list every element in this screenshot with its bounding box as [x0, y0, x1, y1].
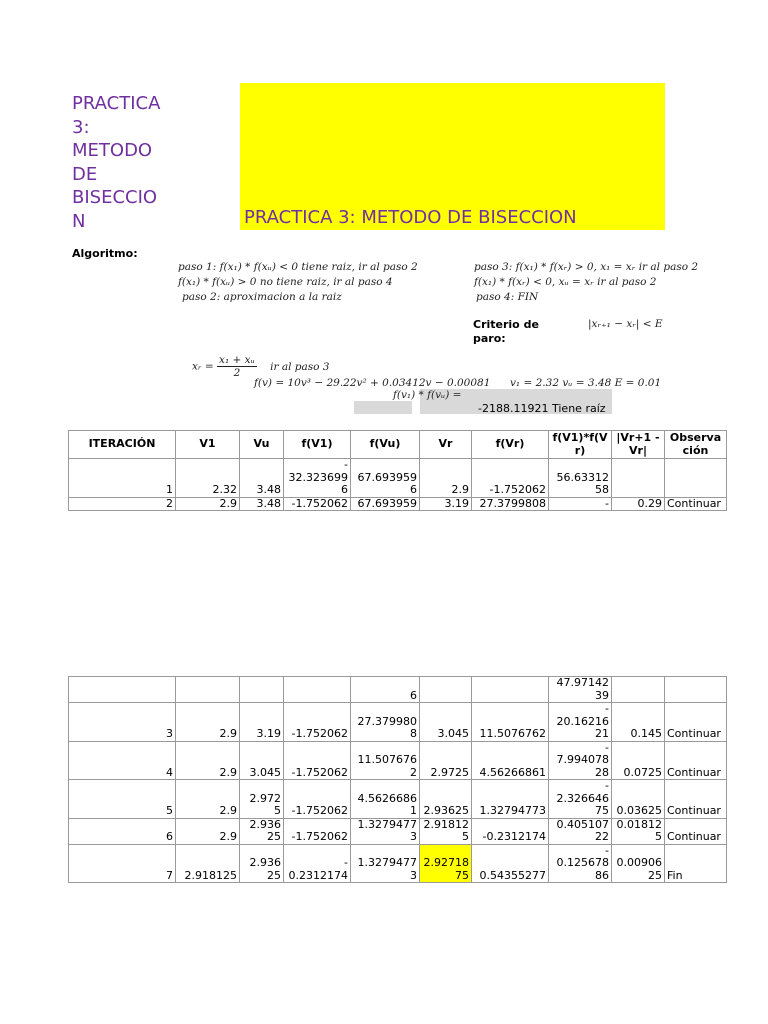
table-cell: 3.045 — [240, 741, 284, 780]
table-cell — [176, 677, 240, 703]
column-header: f(Vr) — [472, 431, 549, 459]
stop-criterion-label — [473, 318, 548, 346]
table-cell: 2.936 25 — [240, 844, 284, 883]
table-row — [69, 459, 727, 498]
table-header-row — [69, 431, 727, 459]
product-value: -2188.11921 — [478, 402, 549, 415]
xr-formula — [192, 354, 330, 379]
table-cell: 2.92718 75 — [420, 844, 472, 883]
table-cell: - 7.994078 28 — [549, 741, 612, 780]
stop-criterion-text: Criterio de paro: — [473, 318, 539, 345]
stop-criterion-formula: |xᵣ₊₁ − xᵣ| < E — [588, 318, 663, 330]
table-cell: -1.752062 — [472, 459, 549, 498]
side-title-line: 3: — [72, 116, 90, 138]
table-cell: 2.9 — [420, 459, 472, 498]
table-cell: 0.00906 25 — [612, 844, 665, 883]
xr-lhs: xᵣ = — [192, 360, 214, 373]
table-cell: Fin — [665, 844, 727, 883]
table-cell: 2.972 5 — [240, 780, 284, 819]
table-cell: 0.54355277 — [472, 844, 549, 883]
table-cell: 4.56266861 — [472, 741, 549, 780]
step-4: paso 4: FIN — [476, 291, 539, 303]
parameters: v₁ = 2.32 vᵤ = 3.48 E = 0.01 — [510, 377, 662, 389]
table-cell: 11.5076762 — [472, 703, 549, 742]
table-cell: 2.918125 — [176, 844, 240, 883]
table-cell: 3.045 — [420, 703, 472, 742]
column-header: Observa ción — [665, 431, 727, 459]
table-cell: 2.32 — [176, 459, 240, 498]
table-cell: 0.29 — [612, 497, 665, 511]
column-header: Vr — [420, 431, 472, 459]
table-cell: 3.48 — [240, 497, 284, 511]
xr-tail: ir al paso 3 — [270, 360, 330, 373]
table-cell — [612, 459, 665, 498]
table-cell: 5 — [69, 780, 176, 819]
table-cell: - 0.125678 86 — [549, 844, 612, 883]
table-cell: 2.9 — [176, 818, 240, 844]
table-cell: - 32.323699 6 — [284, 459, 351, 498]
table-cell: 2.9 — [176, 497, 240, 511]
table-cell: 3.48 — [240, 459, 284, 498]
table-cell: 2.93625 — [420, 780, 472, 819]
table-cell: 3.19 — [420, 497, 472, 511]
table-row — [69, 703, 727, 742]
table-cell — [420, 677, 472, 703]
table-cell: 27.3799808 — [472, 497, 549, 511]
title-banner — [240, 83, 665, 230]
table-cell: 2.936 25 — [240, 818, 284, 844]
table-cell: 27.379980 8 — [351, 703, 420, 742]
function-formula: f(v) = 10v³ − 29.22v² + 0.03412v − 0.00081 — [254, 377, 491, 389]
table-cell: 0.405107 22 — [549, 818, 612, 844]
table-cell — [665, 677, 727, 703]
table-cell: 11.507676 2 — [351, 741, 420, 780]
column-header: f(V1) — [284, 431, 351, 459]
table-cell: 1.32794773 — [472, 780, 549, 819]
table-cell: - 0.2312174 — [284, 844, 351, 883]
table-cell: 56.63312 58 — [549, 459, 612, 498]
table-cell: 7 — [69, 844, 176, 883]
table-cell: 3 — [69, 703, 176, 742]
table-cell: -1.752062 — [284, 703, 351, 742]
table-cell — [612, 677, 665, 703]
side-title-line: METODO — [72, 140, 153, 161]
table-cell: 47.97142 39 — [549, 677, 612, 703]
table-cell: -0.2312174 — [472, 818, 549, 844]
side-title — [72, 92, 172, 233]
table-cell: 1.3279477 3 — [351, 818, 420, 844]
table-cell: 2.9 — [176, 703, 240, 742]
table-cell: 2.91812 5 — [420, 818, 472, 844]
side-title-line: BISECCIO — [72, 187, 158, 208]
table-cell: Continuar — [665, 818, 727, 844]
banner-title: PRACTICA 3: METODO DE BISECCION — [244, 207, 577, 228]
table-cell: 6 — [351, 677, 420, 703]
side-title-line: PRACTICA — [72, 93, 161, 114]
step-2: paso 2: aproximacion a la raiz — [182, 291, 342, 303]
table-cell: 0.01812 5 — [612, 818, 665, 844]
side-title-line: N — [72, 210, 86, 232]
table-cell: 0.145 — [612, 703, 665, 742]
step-3a: paso 3: f(x₁) * f(xᵣ) > 0, x₁ = xᵣ ir al paso 2 — [474, 261, 699, 273]
step-1a: paso 1: f(x₁) * f(xᵤ) < 0 tiene raiz, ir al paso 2 — [178, 261, 418, 273]
table-cell: -1.752062 — [284, 741, 351, 780]
table-cell — [472, 677, 549, 703]
step-3b: f(x₁) * f(xᵣ) < 0, xᵤ = xᵣ ir al paso 2 — [474, 276, 657, 288]
table-cell: 6 — [69, 818, 176, 844]
xr-denominator: 2 — [233, 367, 241, 379]
table-cell: 2.9725 — [420, 741, 472, 780]
table-cell: 4 — [69, 741, 176, 780]
table-row — [69, 844, 727, 883]
algorithm-label: Algoritmo: — [72, 247, 138, 260]
table-cell: 0.0725 — [612, 741, 665, 780]
table-cell: 67.693959 6 — [351, 459, 420, 498]
table-cell: 2.9 — [176, 780, 240, 819]
iteration-table-bottom — [68, 676, 727, 883]
iteration-table-top — [68, 430, 727, 511]
table-cell: -1.752062 — [284, 497, 351, 511]
side-title-line: DE — [72, 163, 98, 185]
xr-fraction — [217, 354, 257, 379]
table-cell: 1.3279477 3 — [351, 844, 420, 883]
product-label: f(v₁) * f(vᵤ) = — [393, 389, 462, 401]
table-cell: 1 — [69, 459, 176, 498]
step-1b: f(x₁) * f(xᵤ) > 0 no tiene raiz, ir al paso 4 — [178, 276, 393, 288]
column-header: Vu — [240, 431, 284, 459]
table-cell: Continuar — [665, 703, 727, 742]
column-header: V1 — [176, 431, 240, 459]
table-cell: -1.752062 — [284, 780, 351, 819]
column-header: ITERACIÓN — [69, 431, 176, 459]
table-row — [69, 741, 727, 780]
table-cell: 0.03625 — [612, 780, 665, 819]
table-cell: Continuar — [665, 780, 727, 819]
table-cell: - — [549, 497, 612, 511]
table-row — [69, 497, 727, 511]
column-header: |Vr+1 - Vr| — [612, 431, 665, 459]
table-row — [69, 818, 727, 844]
table-row — [69, 780, 727, 819]
table-cell: 67.693959 — [351, 497, 420, 511]
table-cell: Continuar — [665, 741, 727, 780]
table-cell — [665, 459, 727, 498]
table-cell: 4.5626686 1 — [351, 780, 420, 819]
column-header: f(Vu) — [351, 431, 420, 459]
xr-numerator: x₁ + xᵤ — [219, 354, 255, 366]
table-cell: 2.9 — [176, 741, 240, 780]
table-row — [69, 677, 727, 703]
column-header: f(V1)*f(V r) — [549, 431, 612, 459]
table-cell: -1.752062 — [284, 818, 351, 844]
gray-cell — [354, 401, 412, 414]
table-cell: - 20.16216 21 — [549, 703, 612, 742]
product-status: Tiene raíz — [552, 402, 606, 415]
table-cell: Continuar — [665, 497, 727, 511]
table-cell — [284, 677, 351, 703]
table-cell: 2 — [69, 497, 176, 511]
table-cell — [240, 677, 284, 703]
table-cell — [69, 677, 176, 703]
table-cell: - 2.326646 75 — [549, 780, 612, 819]
table-cell: 3.19 — [240, 703, 284, 742]
